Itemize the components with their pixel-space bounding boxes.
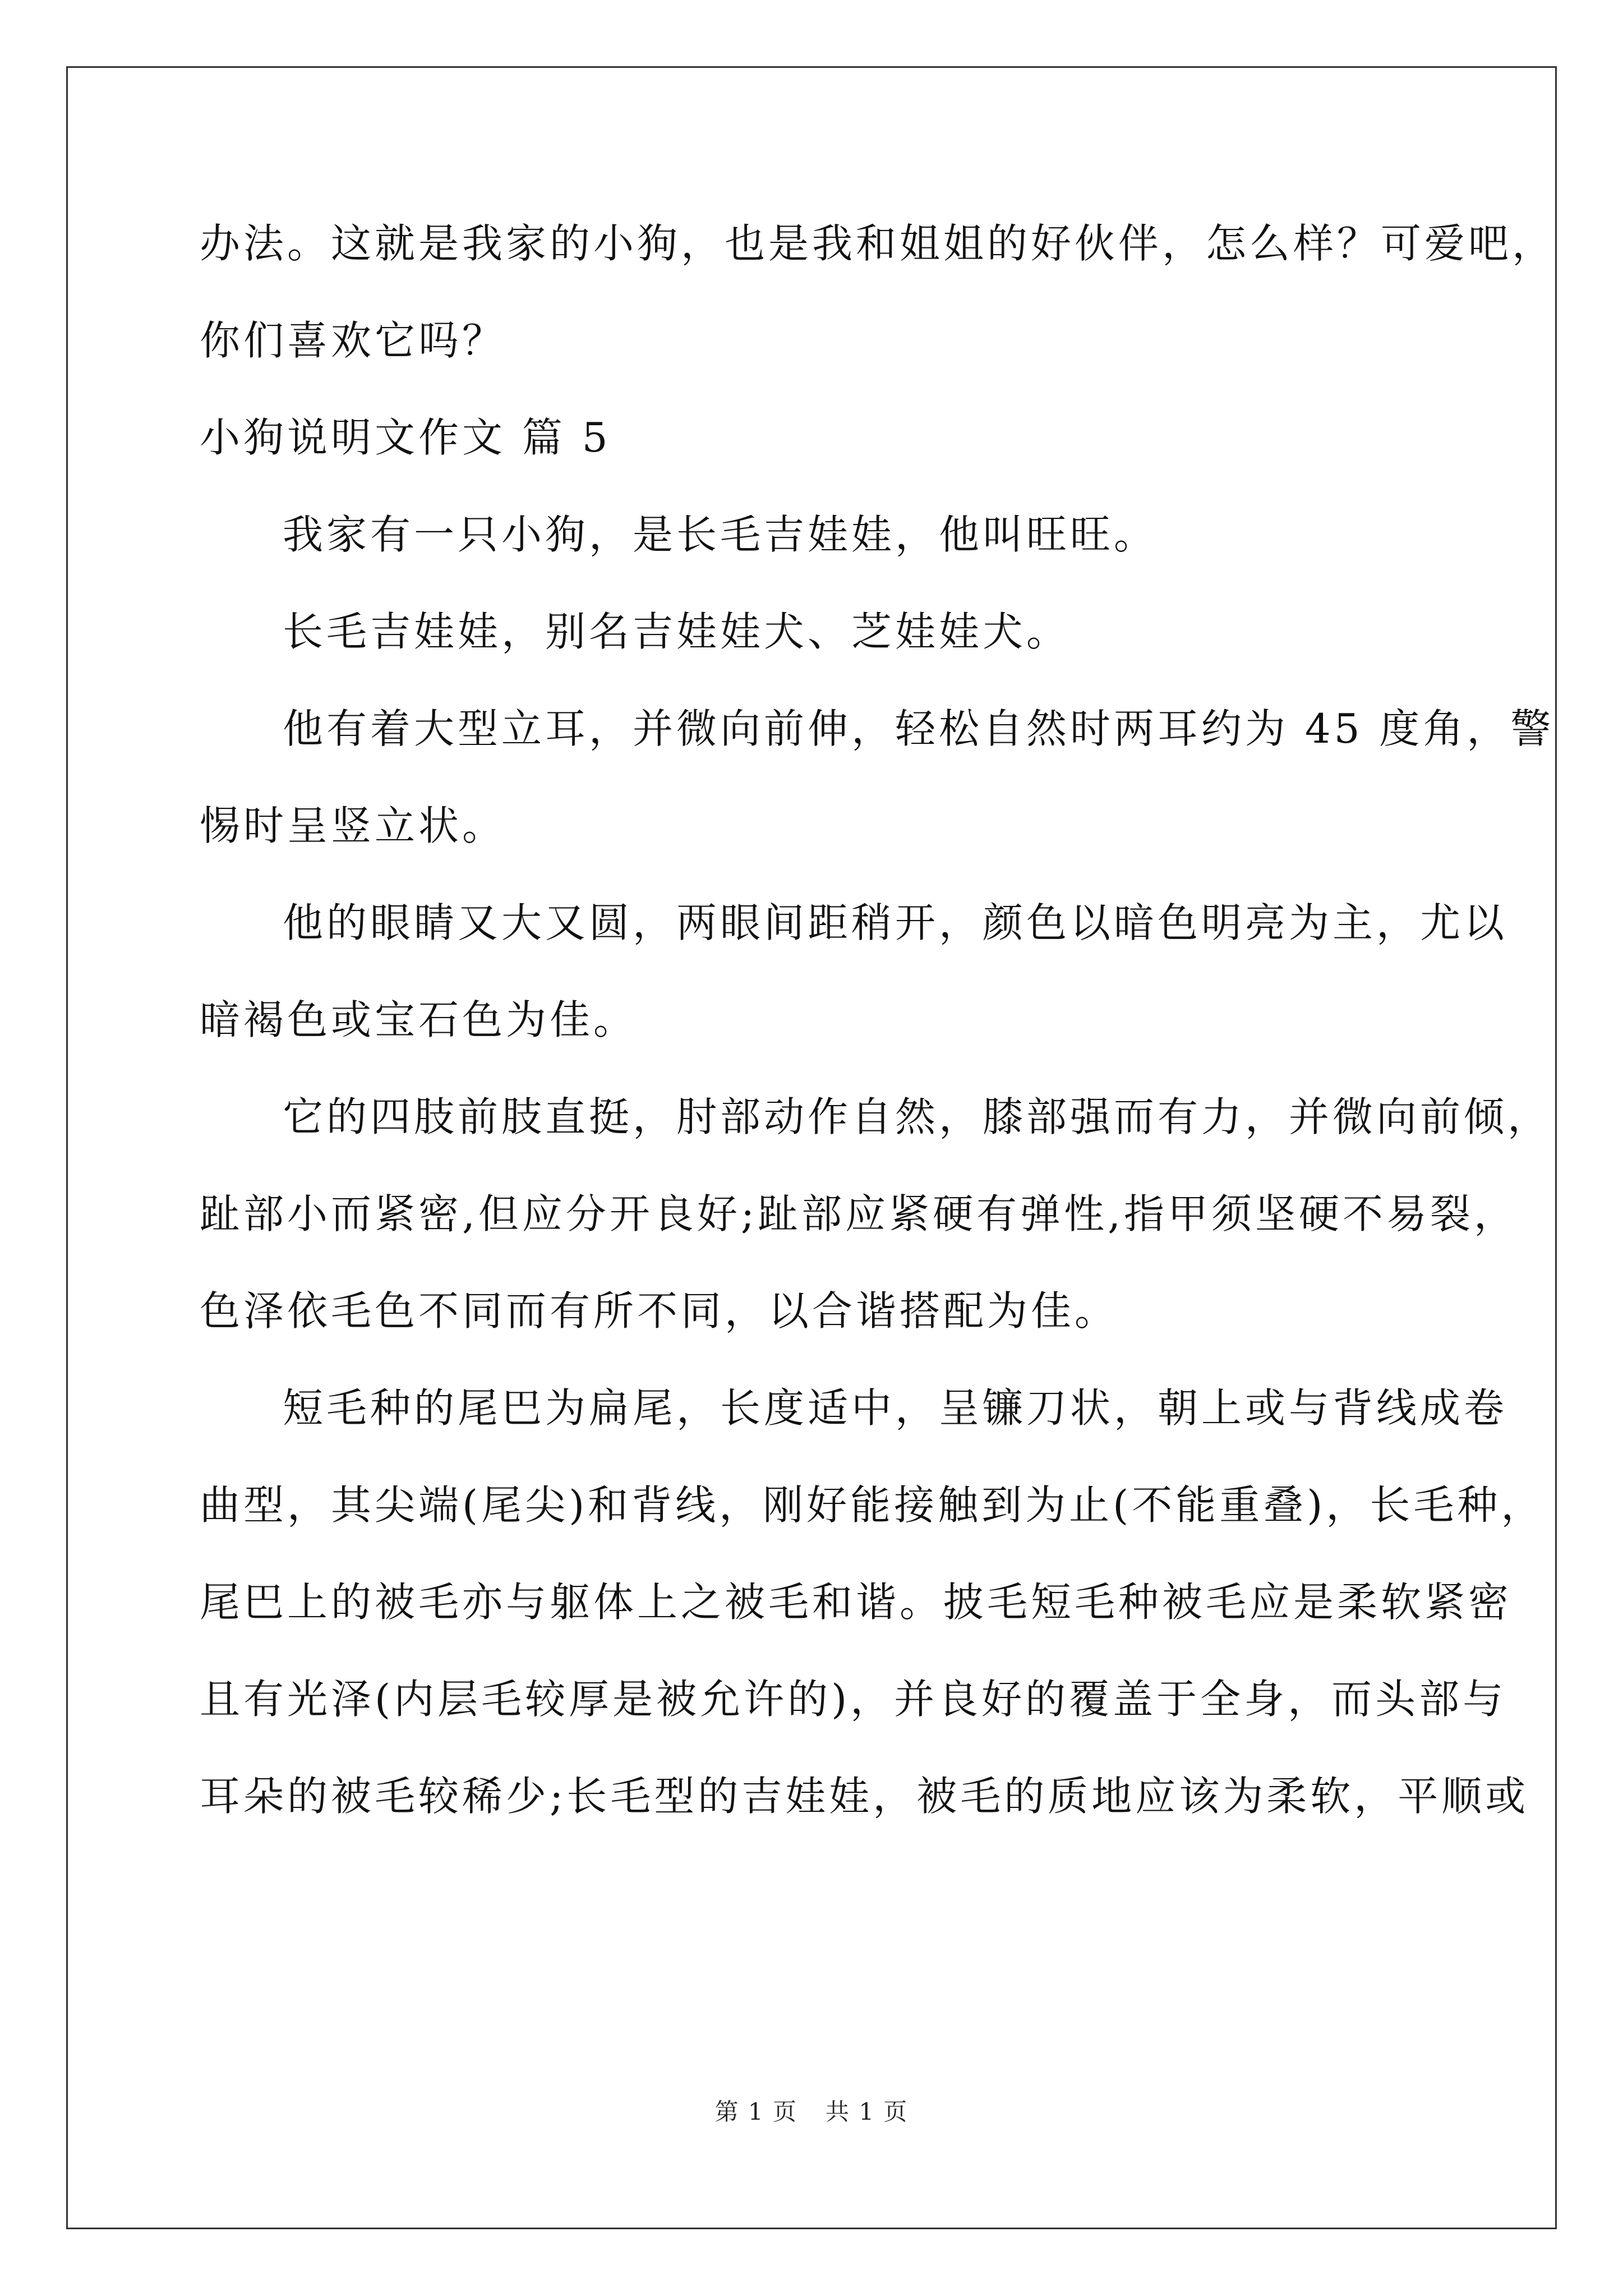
text-line: 你们喜欢它吗？ <box>200 317 506 364</box>
text-line: 耳朵的被毛较稀少;长毛型的吉娃娃，被毛的质地应该为柔软，平顺或 <box>200 1773 1529 1820</box>
paragraph-start: 短毛种的尾巴为扁尾，长度适中，呈镰刀状，朝上或与背线成卷 <box>283 1384 1508 1432</box>
page-number: 第 1 页 <box>714 2098 797 2125</box>
paragraph-start: 我家有一只小狗，是长毛吉娃娃，他叫旺旺。 <box>283 511 1158 558</box>
text-line: 色泽依毛色不同而有所不同，以合谐搭配为佳。 <box>200 1287 1119 1335</box>
document-body <box>200 219 1556 1821</box>
page-footer <box>0 2098 1623 2126</box>
text-line: 曲型，其尖端(尾尖)和背线，刚好能接触到为止(不能重叠)，长毛种， <box>200 1481 1545 1529</box>
paragraph-start: 他的眼睛又大又圆，两眼间距稍开，颜色以暗色明亮为主，尤以 <box>283 899 1508 946</box>
text-line: 且有光泽(内层毛较厚是被允许的)，并良好的覆盖于全身，而头部与 <box>200 1676 1507 1723</box>
paragraph-start: 他有着大型立耳，并微向前伸，轻松自然时两耳约为 45 度角，警 <box>283 705 1555 752</box>
text-line: 尾巴上的被毛亦与躯体上之被毛和谐。披毛短毛种被毛应是柔软紧密 <box>200 1579 1513 1626</box>
text-line: 办法。这就是我家的小狗，也是我和姐姐的好伙伴，怎么样？可爱吧， <box>200 220 1556 267</box>
text-line: 惕时呈竖立状。 <box>200 802 506 849</box>
paragraph-start: 长毛吉娃娃，别名吉娃娃犬、芝娃娃犬。 <box>283 608 1071 655</box>
section-heading: 小狗说明文作文 篇 5 <box>200 414 611 461</box>
page-total: 共 1 页 <box>826 2098 909 2125</box>
paragraph-start: 它的四肢前肢直挺，肘部动作自然，膝部强而有力，并微向前倾， <box>283 1093 1552 1140</box>
text-line: 暗褐色或宝石色为佳。 <box>200 996 638 1043</box>
text-line: 趾部小而紧密,但应分开良好;趾部应紧硬有弹性,指甲须坚硬不易裂， <box>200 1190 1518 1237</box>
